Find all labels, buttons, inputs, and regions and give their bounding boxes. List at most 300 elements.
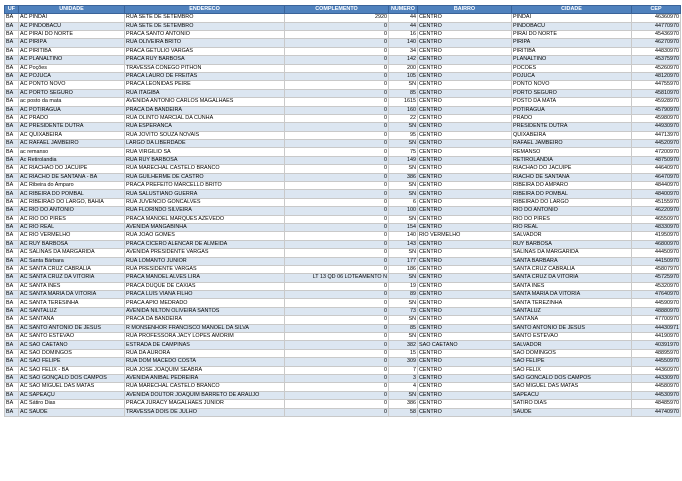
cell-uf[interactable]: BA: [5, 148, 19, 156]
cell-cep[interactable]: 45260970: [632, 64, 681, 72]
cell-bairro[interactable]: CENTRO: [418, 123, 512, 131]
cell-cidade[interactable]: PRESIDENTE DUTRA: [512, 123, 632, 131]
cell-cep[interactable]: 44740970: [632, 408, 681, 416]
cell-unidade[interactable]: AC SAPEAÇU: [19, 391, 125, 399]
cell-bairro[interactable]: CENTRO: [418, 106, 512, 114]
cell-bairro[interactable]: CENTRO: [418, 282, 512, 290]
cell-cep[interactable]: 45807970: [632, 265, 681, 273]
cell-complemento[interactable]: 0: [285, 182, 389, 190]
cell-uf[interactable]: BA: [5, 64, 19, 72]
cell-unidade[interactable]: AC PINDOBACU: [19, 22, 125, 30]
cell-numero[interactable]: 186: [389, 265, 418, 273]
cell-bairro[interactable]: CENTRO: [418, 131, 512, 139]
cell-cidade[interactable]: SALVADOR: [512, 341, 632, 349]
cell-endereco[interactable]: AVENIDA ANIBAL PEDREIRA: [125, 375, 285, 383]
cell-cep[interactable]: 44430971: [632, 324, 681, 332]
cell-endereco[interactable]: PRACA LEONIDAS PEIRE: [125, 81, 285, 89]
cell-cep[interactable]: 47200970: [632, 148, 681, 156]
cell-numero[interactable]: 105: [389, 72, 418, 80]
cell-uf[interactable]: BA: [5, 232, 19, 240]
cell-cidade[interactable]: SANTO ANTONIO DE JESUS: [512, 324, 632, 332]
cell-bairro[interactable]: CENTRO: [418, 14, 512, 22]
cell-cidade[interactable]: PONTO NOVO: [512, 81, 632, 89]
cell-endereco[interactable]: RUA DA AURORA: [125, 349, 285, 357]
cell-unidade[interactable]: AC Ribeira do Amparo: [19, 182, 125, 190]
cell-uf[interactable]: BA: [5, 408, 19, 416]
cell-cidade[interactable]: PLANALTINO: [512, 56, 632, 64]
cell-complemento[interactable]: 0: [285, 341, 389, 349]
cell-unidade[interactable]: AC RAFAEL JAMBEIRO: [19, 140, 125, 148]
cell-cep[interactable]: 44755970: [632, 81, 681, 89]
header-endereco[interactable]: ENDERECO: [125, 6, 285, 14]
cell-cep[interactable]: 46470970: [632, 173, 681, 181]
cell-unidade[interactable]: ac posto da mata: [19, 98, 125, 106]
cell-complemento[interactable]: 0: [285, 307, 389, 315]
cell-endereco[interactable]: PRACA GETULIO VARGAS: [125, 47, 285, 55]
cell-unidade[interactable]: AC PRADO: [19, 114, 125, 122]
cell-endereco[interactable]: RUA MARECHAL CASTELO BRANCO: [125, 383, 285, 391]
cell-numero[interactable]: 382: [389, 341, 418, 349]
cell-endereco[interactable]: RUA DOM MACEDO COSTA: [125, 358, 285, 366]
cell-unidade[interactable]: AC SANTA CRUZ DA VITORIA: [19, 274, 125, 282]
cell-uf[interactable]: BA: [5, 366, 19, 374]
cell-numero[interactable]: SN: [389, 274, 418, 282]
cell-uf[interactable]: BA: [5, 106, 19, 114]
cell-bairro[interactable]: CENTRO: [418, 240, 512, 248]
cell-uf[interactable]: BA: [5, 291, 19, 299]
cell-endereco[interactable]: LARGO DA LIBERDADE: [125, 140, 285, 148]
cell-cidade[interactable]: POTIRAGUA: [512, 106, 632, 114]
cell-uf[interactable]: BA: [5, 341, 19, 349]
cell-unidade[interactable]: AC PONTO NOVO: [19, 81, 125, 89]
cell-cidade[interactable]: SANTA TEREZINHA: [512, 299, 632, 307]
cell-cidade[interactable]: SANTA CRUZ DA VITORIA: [512, 274, 632, 282]
cell-bairro[interactable]: RIO VERMELHO: [418, 232, 512, 240]
cell-bairro[interactable]: CENTRO: [418, 165, 512, 173]
cell-uf[interactable]: BA: [5, 282, 19, 290]
cell-uf[interactable]: BA: [5, 257, 19, 265]
cell-cidade[interactable]: SAO FELIPE: [512, 358, 632, 366]
cell-numero[interactable]: 309: [389, 358, 418, 366]
cell-unidade[interactable]: AC SANTALUZ: [19, 307, 125, 315]
cell-cidade[interactable]: RIACHAO DO JACUIPE: [512, 165, 632, 173]
cell-cep[interactable]: 44550970: [632, 358, 681, 366]
cell-bairro[interactable]: CENTRO: [418, 358, 512, 366]
cell-complemento[interactable]: 0: [285, 400, 389, 408]
cell-cep[interactable]: 48400970: [632, 190, 681, 198]
cell-bairro[interactable]: CENTRO: [418, 375, 512, 383]
cell-complemento[interactable]: 0: [285, 207, 389, 215]
cell-uf[interactable]: BA: [5, 324, 19, 332]
cell-complemento[interactable]: 0: [285, 358, 389, 366]
cell-numero[interactable]: 75: [389, 148, 418, 156]
cell-complemento[interactable]: 2920: [285, 14, 389, 22]
cell-numero[interactable]: 95: [389, 131, 418, 139]
cell-bairro[interactable]: CENTRO: [418, 215, 512, 223]
cell-bairro[interactable]: CENTRO: [418, 39, 512, 47]
cell-uf[interactable]: BA: [5, 14, 19, 22]
cell-unidade[interactable]: AC POJUCA: [19, 72, 125, 80]
cell-complemento[interactable]: 0: [285, 72, 389, 80]
cell-complemento[interactable]: 0: [285, 22, 389, 30]
cell-unidade[interactable]: AC QUIXABEIRA: [19, 131, 125, 139]
cell-complemento[interactable]: 0: [285, 349, 389, 357]
cell-endereco[interactable]: RUA FLORINDO SILVEIRA: [125, 207, 285, 215]
cell-bairro[interactable]: CENTRO: [418, 274, 512, 282]
cell-uf[interactable]: BA: [5, 223, 19, 231]
cell-numero[interactable]: 89: [389, 291, 418, 299]
cell-unidade[interactable]: AC SAO DOMINGOS: [19, 349, 125, 357]
cell-endereco[interactable]: AVENIDA DOUTOR JOAQUIM BARRETO DE ARAUJO: [125, 391, 285, 399]
cell-endereco[interactable]: RUA JUVENCIO GONCALVES: [125, 198, 285, 206]
cell-cidade[interactable]: SAUDE: [512, 408, 632, 416]
cell-cep[interactable]: 44330970: [632, 375, 681, 383]
cell-cep[interactable]: 44450970: [632, 249, 681, 257]
cell-endereco[interactable]: RUA LOMANTO JUNIOR: [125, 257, 285, 265]
cell-unidade[interactable]: AC POTIRAGUÁ: [19, 106, 125, 114]
cell-cidade[interactable]: SANTO ESTEVAO: [512, 333, 632, 341]
cell-numero[interactable]: SN: [389, 81, 418, 89]
cell-bairro[interactable]: CENTRO: [418, 148, 512, 156]
cell-bairro[interactable]: CENTRO: [418, 30, 512, 38]
cell-cidade[interactable]: SAPEACU: [512, 391, 632, 399]
cell-numero[interactable]: 85: [389, 89, 418, 97]
cell-bairro[interactable]: CENTRO: [418, 391, 512, 399]
cell-complemento[interactable]: 0: [285, 123, 389, 131]
cell-endereco[interactable]: ESTRADA DE CAMPINAS: [125, 341, 285, 349]
cell-unidade[interactable]: AC SANTA TERESINHA: [19, 299, 125, 307]
cell-cep[interactable]: 48750970: [632, 156, 681, 164]
cell-uf[interactable]: BA: [5, 56, 19, 64]
cell-unidade[interactable]: AC PINDAI: [19, 14, 125, 22]
cell-endereco[interactable]: R MONSENHOR FRANCISCO MANOEL DA SILVA: [125, 324, 285, 332]
cell-endereco[interactable]: PRACA JURACY MAGALHAES JUNIOR: [125, 400, 285, 408]
cell-complemento[interactable]: 0: [285, 198, 389, 206]
cell-complemento[interactable]: 0: [285, 282, 389, 290]
cell-endereco[interactable]: PRACA RUY BARBOSA: [125, 56, 285, 64]
cell-uf[interactable]: BA: [5, 173, 19, 181]
cell-endereco[interactable]: PRACA MANOEL MARQUES AZEVEDO: [125, 215, 285, 223]
cell-endereco[interactable]: TRAVESSA CONEGO PITHON: [125, 64, 285, 72]
cell-cep[interactable]: 48440970: [632, 182, 681, 190]
cell-complemento[interactable]: 0: [285, 81, 389, 89]
cell-cidade[interactable]: PINDOBACU: [512, 22, 632, 30]
cell-uf[interactable]: BA: [5, 47, 19, 55]
cell-complemento[interactable]: 0: [285, 257, 389, 265]
cell-cep[interactable]: 48485970: [632, 400, 681, 408]
cell-bairro[interactable]: CENTRO: [418, 207, 512, 215]
cell-endereco[interactable]: RUA GUILHERME DE CASTRO: [125, 173, 285, 181]
cell-numero[interactable]: SN: [389, 140, 418, 148]
cell-numero[interactable]: 140: [389, 39, 418, 47]
cell-bairro[interactable]: CENTRO: [418, 316, 512, 324]
cell-endereco[interactable]: PRACA PREFEITO MARCELLO BRITO: [125, 182, 285, 190]
cell-unidade[interactable]: AC PLANALTINO: [19, 56, 125, 64]
cell-cidade[interactable]: QUIXABEIRA: [512, 131, 632, 139]
cell-bairro[interactable]: CENTRO: [418, 156, 512, 164]
cell-cidade[interactable]: RIO DO ANTONIO: [512, 207, 632, 215]
header-cep[interactable]: CEP: [632, 6, 681, 14]
cell-complemento[interactable]: 0: [285, 156, 389, 164]
cell-bairro[interactable]: CENTRO: [418, 190, 512, 198]
cell-unidade[interactable]: AC RUY BARBOSA: [19, 240, 125, 248]
cell-uf[interactable]: BA: [5, 165, 19, 173]
cell-uf[interactable]: BA: [5, 131, 19, 139]
cell-uf[interactable]: BA: [5, 307, 19, 315]
cell-uf[interactable]: BA: [5, 358, 19, 366]
cell-complemento[interactable]: 0: [285, 131, 389, 139]
cell-endereco[interactable]: RUA ESPERANCA: [125, 123, 285, 131]
cell-cep[interactable]: 48880970: [632, 307, 681, 315]
cell-cidade[interactable]: SANTA CRUZ CABRALIA: [512, 265, 632, 273]
cell-numero[interactable]: SN: [389, 215, 418, 223]
cell-numero[interactable]: 149: [389, 156, 418, 164]
cell-numero[interactable]: 100: [389, 207, 418, 215]
cell-cidade[interactable]: RIO DO PIRES: [512, 215, 632, 223]
cell-endereco[interactable]: AVENIDA ANTONIO CARLOS MAGALHAES: [125, 98, 285, 106]
cell-numero[interactable]: 85: [389, 324, 418, 332]
cell-cep[interactable]: 45980970: [632, 114, 681, 122]
cell-complemento[interactable]: 0: [285, 173, 389, 181]
cell-cidade[interactable]: SAO DOMINGOS: [512, 349, 632, 357]
cell-unidade[interactable]: AC PIRITIBA: [19, 47, 125, 55]
cell-bairro[interactable]: CENTRO: [418, 98, 512, 106]
cell-numero[interactable]: 386: [389, 173, 418, 181]
cell-cidade[interactable]: REMANSO: [512, 148, 632, 156]
cell-unidade[interactable]: AC RIO VERMELHO: [19, 232, 125, 240]
cell-uf[interactable]: BA: [5, 198, 19, 206]
cell-cidade[interactable]: SAO GONCALO DOS CAMPOS: [512, 375, 632, 383]
cell-numero[interactable]: SN: [389, 316, 418, 324]
cell-complemento[interactable]: 0: [285, 333, 389, 341]
cell-unidade[interactable]: AC SAO CAETANO: [19, 341, 125, 349]
cell-numero[interactable]: 34: [389, 47, 418, 55]
cell-unidade[interactable]: AC RIACHÃO DO JACUÍPE: [19, 165, 125, 173]
cell-cidade[interactable]: RIACHO DE SANTANA: [512, 173, 632, 181]
cell-bairro[interactable]: CENTRO: [418, 349, 512, 357]
cell-uf[interactable]: BA: [5, 375, 19, 383]
cell-complemento[interactable]: 0: [285, 30, 389, 38]
cell-uf[interactable]: BA: [5, 72, 19, 80]
cell-numero[interactable]: 200: [389, 64, 418, 72]
cell-uf[interactable]: BA: [5, 349, 19, 357]
cell-endereco[interactable]: PRACA CICERO ALENCAR DE ALMEIDA: [125, 240, 285, 248]
cell-endereco[interactable]: RUA OLINTO MARCIAL DA CUNHA: [125, 114, 285, 122]
cell-cep[interactable]: 47700970: [632, 316, 681, 324]
cell-cidade[interactable]: RIO REAL: [512, 223, 632, 231]
cell-unidade[interactable]: AC Sátiro Dias: [19, 400, 125, 408]
cell-cidade[interactable]: SANTA BARBARA: [512, 257, 632, 265]
cell-uf[interactable]: BA: [5, 114, 19, 122]
cell-unidade[interactable]: AC RIACHO DE SANTANA - BA: [19, 173, 125, 181]
cell-bairro[interactable]: CENTRO: [418, 140, 512, 148]
cell-bairro[interactable]: CENTRO: [418, 182, 512, 190]
cell-endereco[interactable]: PRACA DA BANDEIRA: [125, 316, 285, 324]
cell-numero[interactable]: SN: [389, 333, 418, 341]
cell-endereco[interactable]: PRACA SANTO ANTONIO: [125, 30, 285, 38]
cell-cep[interactable]: 46220970: [632, 207, 681, 215]
cell-bairro[interactable]: CENTRO: [418, 47, 512, 55]
cell-cidade[interactable]: PORTO SEGURO: [512, 89, 632, 97]
cell-unidade[interactable]: AC SANTO ESTEVAO: [19, 333, 125, 341]
cell-endereco[interactable]: RUA SETE DE SETEMBRO: [125, 14, 285, 22]
cell-numero[interactable]: 4: [389, 383, 418, 391]
cell-uf[interactable]: BA: [5, 140, 19, 148]
cell-complemento[interactable]: 0: [285, 391, 389, 399]
cell-numero[interactable]: 44: [389, 22, 418, 30]
cell-endereco[interactable]: PRACA APIO MEDRADO: [125, 299, 285, 307]
cell-bairro[interactable]: CENTRO: [418, 223, 512, 231]
cell-endereco[interactable]: RUA ITAGIBA: [125, 89, 285, 97]
header-cidade[interactable]: CIDADE: [512, 6, 632, 14]
cell-endereco[interactable]: RUA MARECHAL CASTELO BRANCO: [125, 165, 285, 173]
cell-unidade[interactable]: AC SÃO MIGUEL DAS MATAS: [19, 383, 125, 391]
cell-numero[interactable]: 143: [389, 240, 418, 248]
cell-uf[interactable]: BA: [5, 156, 19, 164]
header-bairro[interactable]: BAIRRO: [418, 6, 512, 14]
cell-uf[interactable]: BA: [5, 265, 19, 273]
cell-cidade[interactable]: RIBEIRA DO POMBAL: [512, 190, 632, 198]
cell-bairro[interactable]: CENTRO: [418, 64, 512, 72]
header-numero[interactable]: NUMERO: [389, 6, 418, 14]
cell-cep[interactable]: 46270970: [632, 39, 681, 47]
cell-bairro[interactable]: CENTRO: [418, 299, 512, 307]
cell-endereco[interactable]: PRACA LUIS VIANA FILHO: [125, 291, 285, 299]
cell-numero[interactable]: 73: [389, 307, 418, 315]
cell-cep[interactable]: 44530970: [632, 391, 681, 399]
cell-bairro[interactable]: CENTRO: [418, 333, 512, 341]
cell-unidade[interactable]: AC PRESIDENTE DUTRA: [19, 123, 125, 131]
cell-complemento[interactable]: 0: [285, 316, 389, 324]
cell-bairro[interactable]: CENTRO: [418, 198, 512, 206]
cell-numero[interactable]: SN: [389, 182, 418, 190]
cell-complemento[interactable]: 0: [285, 383, 389, 391]
cell-complemento[interactable]: 0: [285, 114, 389, 122]
cell-cep[interactable]: 46550970: [632, 215, 681, 223]
cell-complemento[interactable]: 0: [285, 408, 389, 416]
cell-endereco[interactable]: RUA PROFESSORA JACY LOPES AMORIM: [125, 333, 285, 341]
cell-complemento[interactable]: 0: [285, 64, 389, 72]
cell-cep[interactable]: 44930970: [632, 123, 681, 131]
cell-unidade[interactable]: AC SANTA MARIA DA VITORIA: [19, 291, 125, 299]
cell-numero[interactable]: 44: [389, 14, 418, 22]
cell-cidade[interactable]: POCOES: [512, 64, 632, 72]
cell-cep[interactable]: 48330970: [632, 223, 681, 231]
cell-uf[interactable]: BA: [5, 299, 19, 307]
cell-cidade[interactable]: POJUCA: [512, 72, 632, 80]
cell-cep[interactable]: 48895970: [632, 349, 681, 357]
cell-cep[interactable]: 40391970: [632, 341, 681, 349]
cell-numero[interactable]: 142: [389, 56, 418, 64]
cell-cep[interactable]: 44590970: [632, 299, 681, 307]
cell-complemento[interactable]: 0: [285, 148, 389, 156]
cell-cep[interactable]: 46360970: [632, 14, 681, 22]
cell-cidade[interactable]: SANTANA: [512, 316, 632, 324]
cell-complemento[interactable]: 0: [285, 366, 389, 374]
cell-cep[interactable]: 44150970: [632, 257, 681, 265]
cell-numero[interactable]: SN: [389, 190, 418, 198]
cell-cep[interactable]: 44580970: [632, 383, 681, 391]
cell-uf[interactable]: BA: [5, 182, 19, 190]
cell-cep[interactable]: 45725970: [632, 274, 681, 282]
cell-cidade[interactable]: POSTO DA MATA: [512, 98, 632, 106]
cell-bairro[interactable]: CENTRO: [418, 307, 512, 315]
cell-endereco[interactable]: PRACA MANOEL ALVES LIRA: [125, 274, 285, 282]
cell-unidade[interactable]: AC Santa Bárbara: [19, 257, 125, 265]
cell-endereco[interactable]: TRAVESSA DOIS DE JULHO: [125, 408, 285, 416]
cell-bairro[interactable]: CENTRO: [418, 265, 512, 273]
cell-bairro[interactable]: CENTRO: [418, 408, 512, 416]
cell-complemento[interactable]: 0: [285, 165, 389, 173]
cell-unidade[interactable]: AC RIO DO ANTONIO: [19, 207, 125, 215]
cell-cep[interactable]: 44640970: [632, 165, 681, 173]
cell-cidade[interactable]: PIRITIBA: [512, 47, 632, 55]
cell-unidade[interactable]: AC SALINAS DA MARGARIDA: [19, 249, 125, 257]
cell-unidade[interactable]: AC RIO REAL: [19, 223, 125, 231]
cell-cep[interactable]: 45790970: [632, 106, 681, 114]
cell-cep[interactable]: 48120970: [632, 72, 681, 80]
cell-uf[interactable]: BA: [5, 81, 19, 89]
cell-complemento[interactable]: 0: [285, 223, 389, 231]
cell-unidade[interactable]: AC RIBEIRÃO DO LARGO, BAHIA: [19, 198, 125, 206]
cell-bairro[interactable]: CENTRO: [418, 72, 512, 80]
cell-numero[interactable]: 19: [389, 282, 418, 290]
cell-numero[interactable]: 15: [389, 349, 418, 357]
cell-bairro[interactable]: CENTRO: [418, 383, 512, 391]
cell-endereco[interactable]: PRACA DA BANDEIRA: [125, 106, 285, 114]
cell-cep[interactable]: 45436970: [632, 30, 681, 38]
cell-endereco[interactable]: RUA RUY BARBOSA: [125, 156, 285, 164]
cell-unidade[interactable]: AC SÃO FÉLIX - BA: [19, 366, 125, 374]
cell-endereco[interactable]: RUA VIRGILIO SA: [125, 148, 285, 156]
cell-endereco[interactable]: AVENIDA MANGABINHA: [125, 223, 285, 231]
cell-unidade[interactable]: AC PIRAI DO NORTE: [19, 30, 125, 38]
cell-endereco[interactable]: RUA PRESIDENTE VARGAS: [125, 265, 285, 273]
cell-unidade[interactable]: AC SANTA CRUZ CABRALIA: [19, 265, 125, 273]
cell-uf[interactable]: BA: [5, 190, 19, 198]
cell-cidade[interactable]: RIBEIRAO DO LARGO: [512, 198, 632, 206]
cell-endereco[interactable]: RUA SALUSTIANO GUERRA: [125, 190, 285, 198]
cell-numero[interactable]: SN: [389, 391, 418, 399]
cell-bairro[interactable]: CENTRO: [418, 249, 512, 257]
cell-complemento[interactable]: 0: [285, 106, 389, 114]
cell-cidade[interactable]: PIRIPA: [512, 39, 632, 47]
cell-complemento[interactable]: 0: [285, 232, 389, 240]
cell-cidade[interactable]: SANTALUZ: [512, 307, 632, 315]
cell-unidade[interactable]: AC SANTO ANTONIO DE JESUS: [19, 324, 125, 332]
cell-uf[interactable]: BA: [5, 30, 19, 38]
cell-cep[interactable]: 44360970: [632, 366, 681, 374]
cell-complemento[interactable]: 0: [285, 291, 389, 299]
cell-unidade[interactable]: ac remanso: [19, 148, 125, 156]
cell-numero[interactable]: 7: [389, 366, 418, 374]
cell-unidade[interactable]: AC RIBEIRA DO POMBAL: [19, 190, 125, 198]
cell-cidade[interactable]: RIBEIRA DO AMPARO: [512, 182, 632, 190]
cell-endereco[interactable]: RUA JOSE JOAQUIM SEABRA: [125, 366, 285, 374]
cell-numero[interactable]: SN: [389, 299, 418, 307]
cell-complemento[interactable]: 0: [285, 324, 389, 332]
cell-uf[interactable]: BA: [5, 39, 19, 47]
cell-cidade[interactable]: PINDAI: [512, 14, 632, 22]
cell-endereco[interactable]: AVENIDA NILTON OLIVEIRA SANTOS: [125, 307, 285, 315]
cell-cep[interactable]: 44770970: [632, 22, 681, 30]
cell-bairro[interactable]: CENTRO: [418, 89, 512, 97]
cell-complemento[interactable]: 0: [285, 47, 389, 55]
cell-cidade[interactable]: SATIRO DIAS: [512, 400, 632, 408]
cell-numero[interactable]: 6: [389, 198, 418, 206]
cell-complemento[interactable]: 0: [285, 265, 389, 273]
cell-uf[interactable]: BA: [5, 333, 19, 341]
